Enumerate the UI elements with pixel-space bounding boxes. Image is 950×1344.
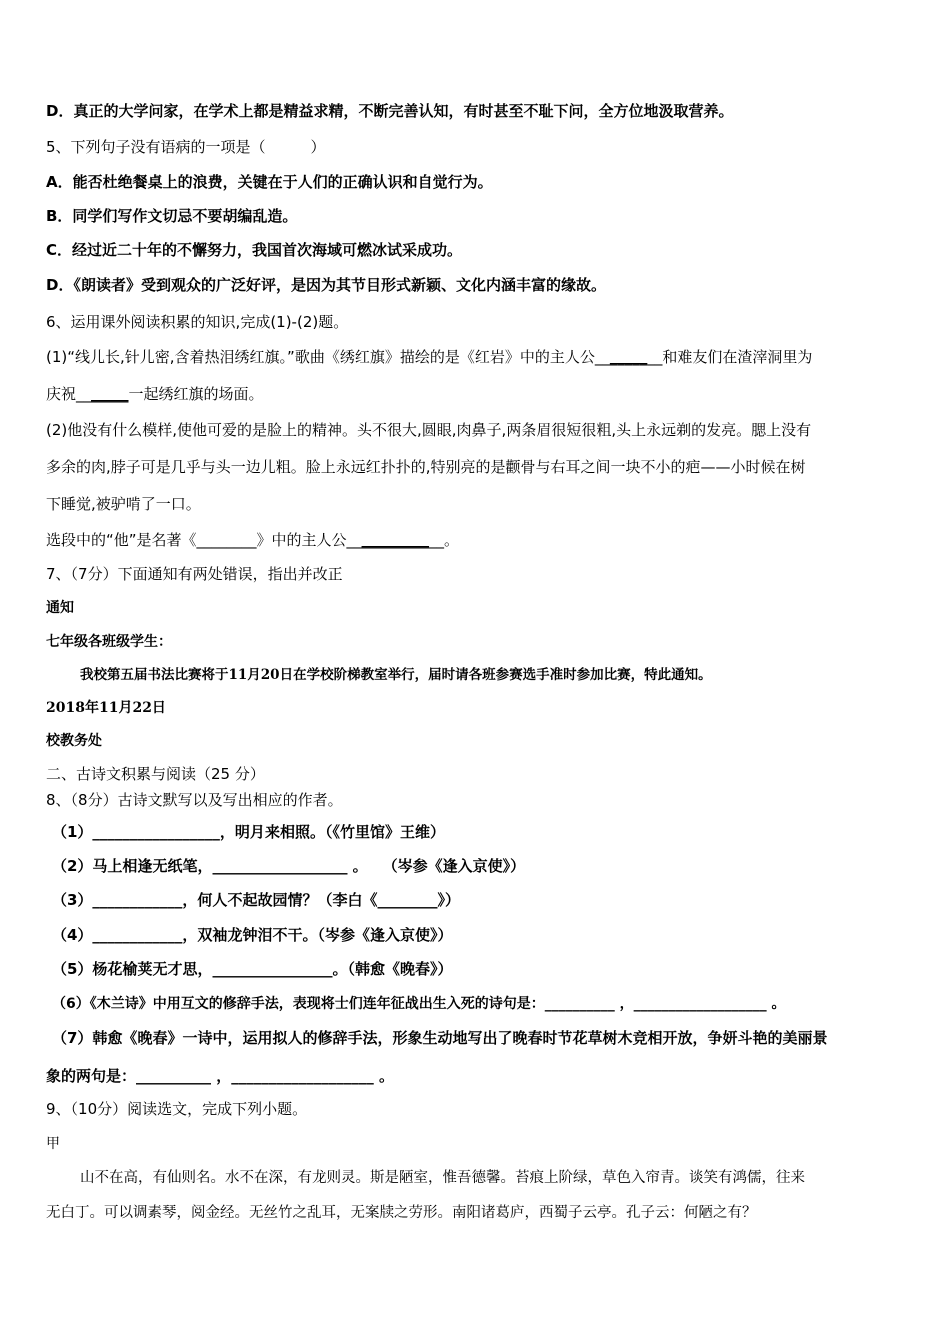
- notice-title: 通知: [46, 600, 74, 616]
- q6-part1-text-a: (1)“线儿长,针儿密,含着热泪绣红旗。”歌曲《绣红旗》描绘的是《红岩》中的主人公__: [46, 348, 610, 366]
- notice-recipient: 七年级各班级学生：: [46, 634, 172, 650]
- q5-option-b: B．同学们写作文切忌不要胡编乱造。: [46, 207, 298, 225]
- q6-part1-blank-1: _____: [609, 348, 648, 366]
- q8-item-5: （5）杨花榆荚无才思，________________。（韩愈《晚春》）: [52, 960, 453, 978]
- q4-option-d: D．真正的大学问家，在学术上都是精益求精，不断完善认知，有时甚至不耻下问，全方位地汲取营养。: [46, 102, 734, 120]
- q6-question-text-a: 选段中的“他”是名著《________》中的主人公__: [46, 531, 362, 549]
- notice-issuer: 校教务处: [46, 733, 102, 749]
- q6-part2-line1: (2)他没有什么模样,使他可爱的是脸上的精神。头不很大,圆眼,肉鼻子,两条眉很短很粗,头上永远剃的发亮。腮上没有: [46, 421, 812, 439]
- q8-stem: 8、（8分）古诗文默写以及写出相应的作者。: [46, 791, 343, 809]
- q6-question: [46, 530, 459, 550]
- q6-part1-text-b: __和难友们在渣滓洞里为: [647, 348, 813, 366]
- q6-part1-text-c: 庆祝__: [46, 385, 92, 403]
- notice-body: 我校第五届书法比赛将于11月20日在学校阶梯教室举行，届时请各班参赛选手准时参加比赛，特此通知。: [80, 667, 712, 683]
- q8-item-2: （2）马上相逢无纸笔，__________________ 。 （岑参《逢入京使》）: [52, 857, 526, 875]
- q8-item-6: （6）《木兰诗》中用互文的修辞手法，表现将士们连年征战出生入死的诗句是：__________ ，___________________ 。: [52, 996, 786, 1012]
- q5-option-d: D．《朗读者》受到观众的广泛好评，是因为其节目形式新颖、文化内涵丰富的缘故。: [46, 276, 606, 294]
- q9-stem: 9、（10分）阅读选文，完成下列小题。: [46, 1100, 308, 1118]
- q6-part1-blank-2: _____: [91, 385, 129, 403]
- q9-passage-line1: 山不在高，有仙则名。水不在深，有龙则灵。斯是陋室，惟吾德馨。苔痕上阶绿，草色入帘青。谈笑有鸿儒，往来: [80, 1170, 805, 1186]
- q6-stem: 6、运用课外阅读积累的知识,完成(1)-(2)题。: [46, 313, 349, 331]
- section-2-title: 二、古诗文积累与阅读（25 分）: [46, 765, 265, 783]
- q6-question-blank: _________: [361, 531, 430, 549]
- q9-passage-line2: 无白丁。可以调素琴，阅金经。无丝竹之乱耳，无案牍之劳形。南阳诸葛庐，西蜀子云亭。孔子云：何陋之有？: [46, 1205, 757, 1221]
- q8-item-7-line2: 象的两句是：__________ ，___________________ 。: [46, 1067, 394, 1085]
- notice-date: 2018年11月22日: [46, 700, 166, 716]
- q7-stem: 7、（7分）下面通知有两处错误，指出并改正: [46, 565, 343, 583]
- q8-item-3: （3）____________，何人不起故园情？（李白《________》）: [52, 891, 460, 909]
- q5-stem: 5、下列句子没有语病的一项是（ ）: [46, 138, 326, 156]
- q6-part1-line2: [46, 384, 264, 404]
- q6-part1-text-d: 一起绣红旗的场面。: [128, 385, 264, 403]
- q5-option-a: A．能否杜绝餐桌上的浪费，关键在于人们的正确认识和自觉行为。: [46, 173, 493, 191]
- q8-item-4: （4）____________，双袖龙钟泪不干。（岑参《逢入京使》）: [52, 926, 453, 944]
- q5-option-c: C．经过近二十年的不懈努力，我国首次海域可燃冰试采成功。: [46, 241, 463, 259]
- q6-part2-line2: 多余的肉,脖子可是几乎与头一边儿粗。脸上永远红扑扑的,特别亮的是颧骨与右耳之间一块不小的疤——小时候在树: [46, 458, 806, 476]
- q6-part2-line3: 下睡觉,被驴啃了一口。: [46, 495, 201, 513]
- q6-part1-line1: [46, 347, 812, 367]
- q8-item-1: （1）_________________，明月来相照。（《竹里馆》王维）: [52, 823, 445, 841]
- q8-item-7-line1: （7）韩愈《晚春》一诗中，运用拟人的修辞手法，形象生动地写出了晚春时节花草树木竞相开放，争妍斗艳的美丽景: [52, 1029, 828, 1047]
- q9-passage-label: 甲: [46, 1136, 60, 1152]
- q6-question-text-b: __。: [429, 531, 460, 549]
